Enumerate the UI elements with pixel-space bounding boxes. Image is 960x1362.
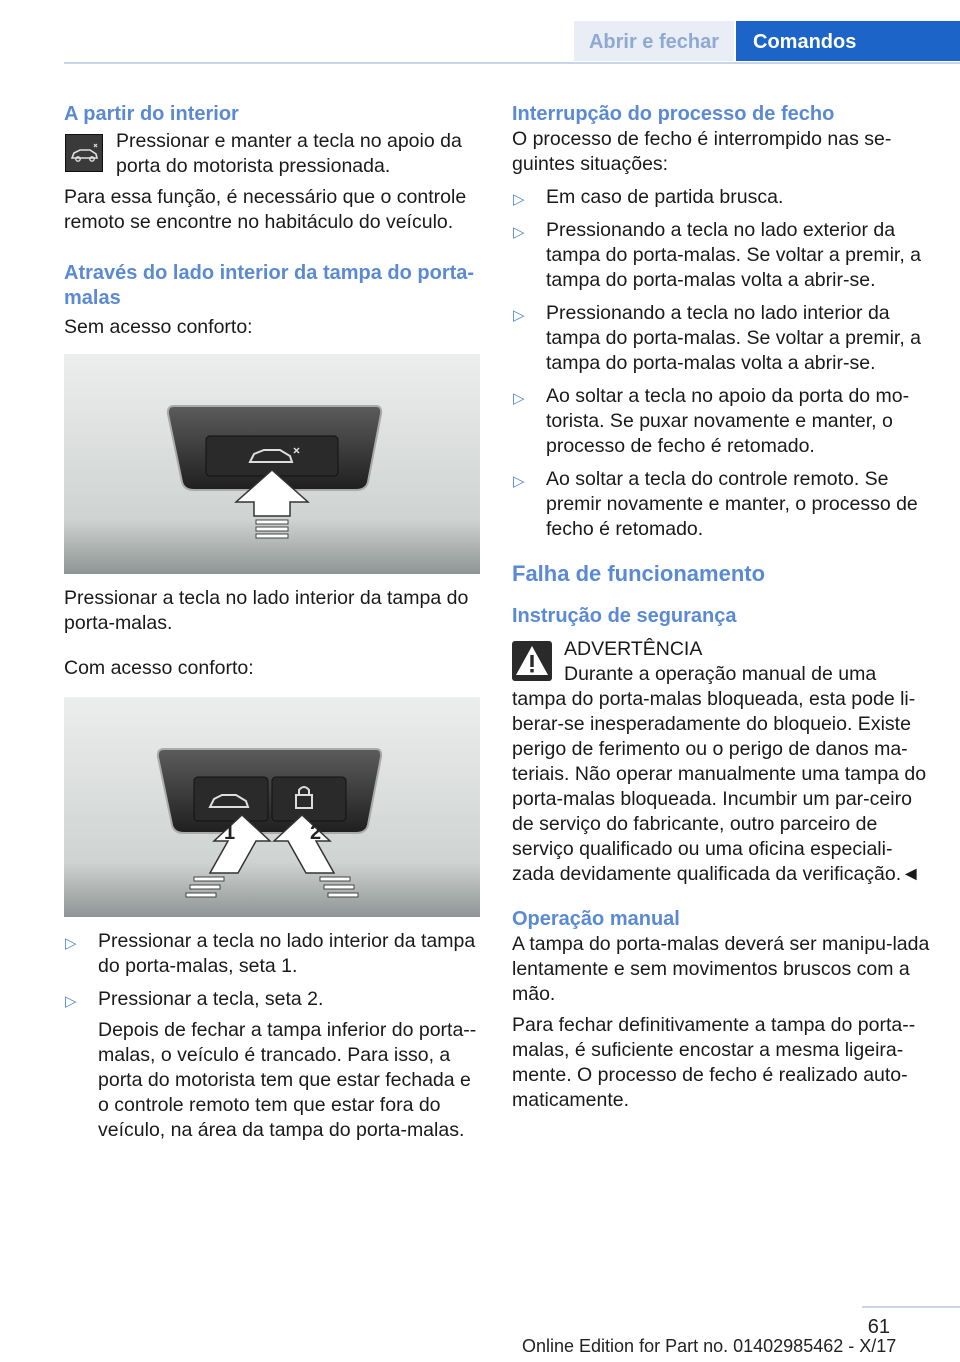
text-remote: Para essa função, é necessário que o controle remoto se encontre no habitáculo do veículo. (64, 186, 467, 233)
tab-section[interactable]: Abrir e fechar (574, 21, 734, 61)
triangle-right-icon: ▷ (513, 390, 525, 407)
footer-rule (862, 1306, 960, 1308)
warning-triangle-icon (512, 641, 552, 681)
list-item: ▷ Pressionar a tecla, seta 2. Depois de fechar a tampa inferior do porta--malas, o veículo é trancado. Para isso, a porta do motorista tem que estar fechada e o controle remoto tem que estar fora do veículo, na área da tampa do porta-malas. (64, 987, 482, 1143)
comfort-steps-list (64, 929, 482, 1143)
text-manual-1: A tampa do porta-malas deverá ser manipu-lada lentamente e sem movimentos bruscos com a mão. (512, 933, 930, 1005)
heading-inner-side: Através do lado interior da tampa do porta- malas (64, 262, 475, 309)
list-item: ▷ Pressionando a tecla no lado interior da tampa do porta-malas. Se voltar a premir, a tampa do porta-malas volta a abrir-se. (513, 302, 922, 374)
page-number: 61 (867, 1316, 890, 1338)
triangle-right-icon: ▷ (513, 191, 525, 208)
footer-edition: Online Edition for Part no. 01402985462 - X/17 (522, 1336, 897, 1356)
text-no-comfort: Sem acesso conforto: (64, 316, 253, 338)
triangle-right-icon: ▷ (513, 307, 525, 324)
heading-malfunction: Falha de funcionamento (512, 561, 766, 586)
heading-interrupt: Interrupção do processo de fecho (512, 103, 835, 125)
warning-text: tampa do porta-malas bloqueada, esta pode li-berar-se inesperadamente do bloqueio. Existe perigo de ferimento ou o perigo de danos ma-teriais. Não operar manualmente uma tampa do porta-malas bloqueada. Incumbir um par-ceiro de serviço do fabricante, outro parceiro de serviço qualificado ou uma oficina especiali-zada devidamente qualificada da verificação.◄ (512, 688, 927, 885)
triangle-right-icon: ▷ (65, 993, 77, 1010)
heading-manual: Operação manual (512, 908, 680, 930)
interior-instruction (64, 129, 482, 179)
trunk-button-icon (65, 134, 103, 172)
list-item: ▷ Em caso de partida brusca. (512, 185, 932, 210)
list-item: ▷ Ao soltar a tecla no apoio da porta do mo-torista. Se puxar novamente e manter, o processo de fecho é retomado. (513, 385, 910, 457)
text-item2-detail: Depois de fechar a tampa inferior do porta--malas, o veículo é trancado. Para isso, a porta do motorista tem que estar fechada e o controle remoto tem que estar fora do veículo, na área da tampa do porta-malas. (98, 1019, 477, 1141)
text-manual-2: Para fechar definitivamente a tampa do porta--malas, é suficiente encostar a mesma ligeira-mente. O processo de fecho é realizado auto-maticamente. (512, 1014, 916, 1111)
list-item: ▷ Pressionando a tecla no lado exterior da tampa do porta-malas. Se voltar a premir, a tampa do porta-malas volta a abrir-se. (513, 219, 922, 291)
warning-block (512, 637, 932, 687)
heading-interior: A partir do interior (64, 103, 239, 125)
text-interior: Pressionar e manter a tecla no apoio da porta do motorista pressionada. (116, 130, 462, 177)
triangle-right-icon: ▷ (513, 473, 525, 490)
triangle-right-icon: ▷ (65, 935, 77, 952)
figure-two-buttons (64, 697, 480, 917)
figure-label-2: 2 (310, 822, 322, 844)
triangle-right-icon: ▷ (513, 224, 525, 241)
figure-label-1: 1 (224, 822, 236, 844)
list-item: ▷ Ao soltar a tecla do controle remoto. Se premir novamente e manter, o processo de fecho é retomado. (513, 468, 918, 540)
text-with-comfort: Com acesso conforto: (64, 657, 254, 679)
left-column (64, 102, 482, 1151)
heading-safety: Instrução de segurança (512, 605, 737, 627)
warning-title: ADVERTÊNCIA (564, 638, 703, 660)
warning-text-first: Durante a operação manual de uma (564, 663, 877, 685)
text-press-inner: Pressionar a tecla no lado interior da tampa do porta-malas. (64, 587, 469, 634)
interrupt-list (512, 185, 932, 542)
header-rule (64, 62, 960, 64)
tab-chapter[interactable]: Comandos (736, 21, 960, 61)
figure-single-button (64, 354, 480, 574)
right-column (512, 102, 932, 1113)
list-item: ▷ Pressionar a tecla no lado interior da tampa do porta-malas, seta 1. (65, 930, 476, 977)
text-interrupt: O processo de fecho é interrompido nas se-guintes situações: (512, 128, 892, 175)
